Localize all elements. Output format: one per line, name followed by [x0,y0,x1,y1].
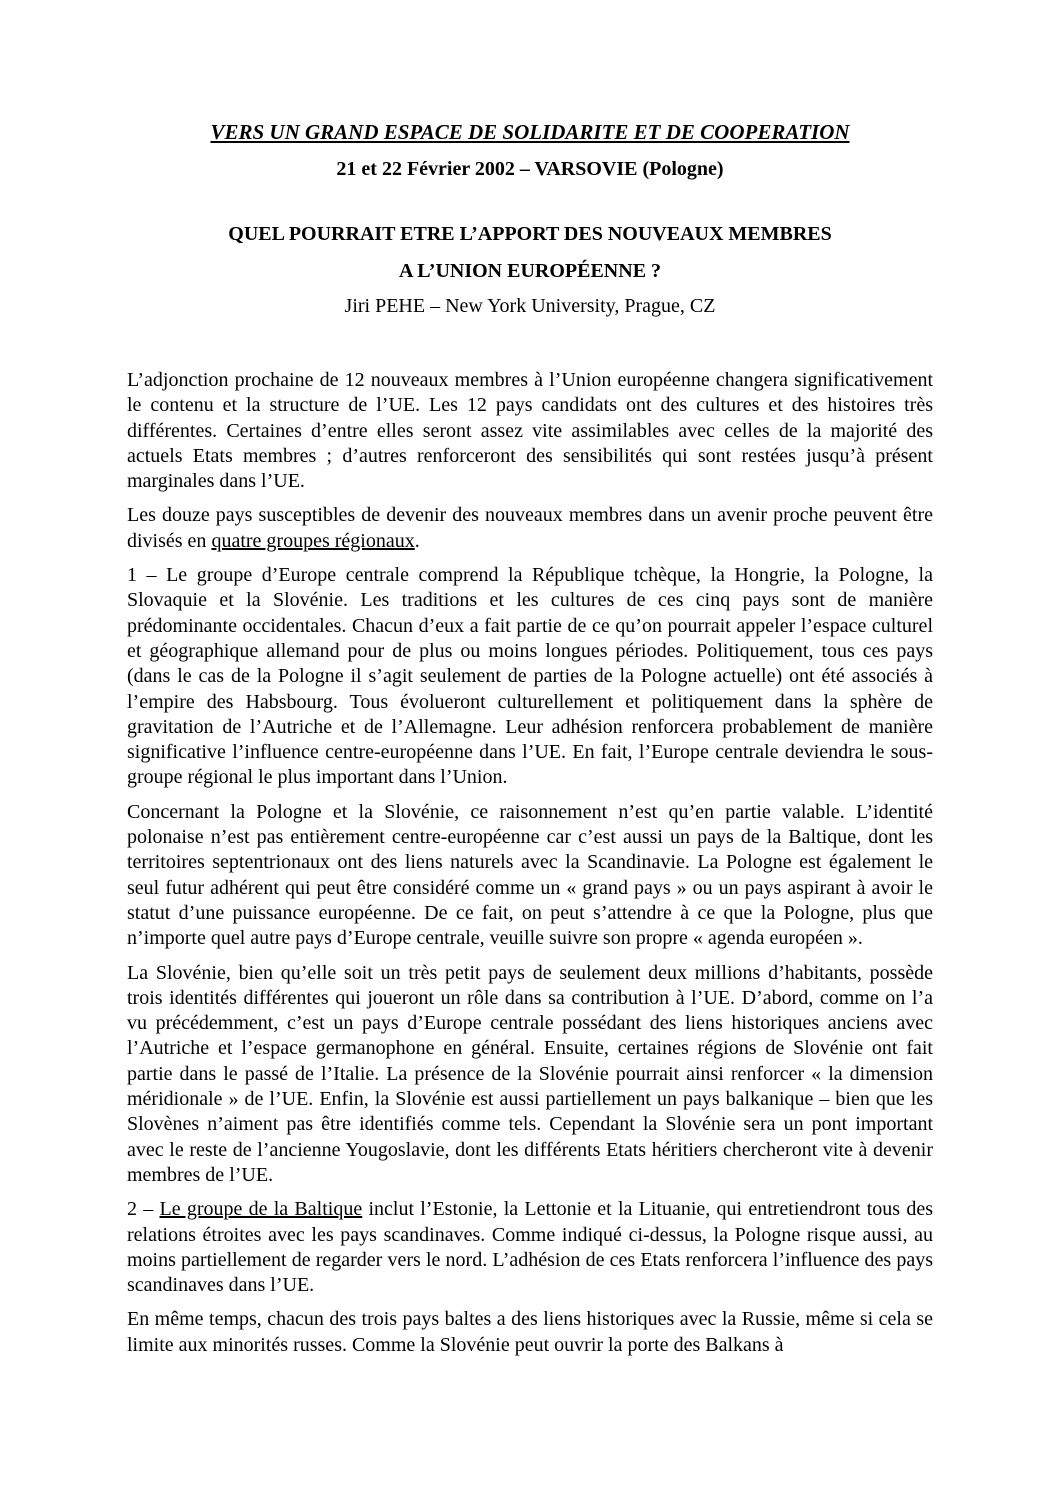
text-run: inclut l’Estonie, la Lettonie et la Lituanie, qui entretiendront tous des relations étroites avec les pays scandinaves. Comme indiqué ci-dessus, la Pologne risque aussi, au moins partiellement de regarder vers le nord. L’adhésion de ces Etats renforcera l’influence des pays scandinaves dans l’UE. [127,1198,933,1297]
underlined-text: quatre groupes régionaux [211,529,415,552]
paragraph [127,563,933,791]
paragraph [127,1197,933,1298]
paragraph [127,368,933,494]
document-content [127,120,933,1367]
underlined-text: Le groupe de la Baltique [159,1198,363,1221]
paragraph [127,1307,933,1358]
document-subtitle: 21 et 22 Février 2002 – VARSOVIE (Pologne) [336,158,724,180]
text-run: . [414,529,420,552]
document-heading-line1: QUEL POURRAIT ETRE L’APPORT DES NOUVEAUX MEMBRES [228,223,832,245]
text-run: L’adjonction prochaine de 12 nouveaux membres à l’Union européenne changera significativement le contenu et la structure de l’UE. Les 12 pays candidats ont des cultures et des histoires très différentes. Certaines d’entre elles seront assez vite assimilables avec celles de la majorité des actuels Etats membres ; d’autres renforceront des sensibilités qui sont restées jusqu’à présent marginales dans l’UE. [127,369,933,493]
paragraph [127,503,933,554]
text-run: La Slovénie, bien qu’elle soit un très petit pays de seulement deux millions d’habitants, possède trois identités différentes qui joueront un rôle dans sa contribution à l’UE. D’abord, comme on l’a vu précédemment, c’est un pays d’Europe centrale possédant des liens historiques anciens avec l’Autriche et l’espace germanophone en général. Ensuite, certaines régions de Slovénie ont fait partie dans le passé de l’Italie. La présence de la Slovénie pourrait ainsi renforcer « la dimension méridionale » de l’UE. Enfin, la Slovénie est aussi partiellement un pays balkanique – bien que les Slovènes n’aiment pas être identifiés comme tels. Cependant la Slovénie sera un pont important avec le reste de l’ancienne Yougoslavie, dont les différents Etats héritiers chercheront vite à devenir membres de l’UE. [127,961,933,1186]
text-run: Les douze pays susceptibles de devenir des nouveaux membres dans un avenir proche peuvent être divisés en [127,504,933,552]
text-run: En même temps, chacun des trois pays baltes a des liens historiques avec la Russie, même si cela se limite aux minorités russes. Comme la Slovénie peut ouvrir la porte des Balkans à [127,1308,933,1356]
paragraph [127,961,933,1189]
document-author: Jiri PEHE – New York University, Prague, CZ [344,295,716,317]
document-heading-line2: A L’UNION EUROPÉENNE ? [398,260,662,282]
document-title: VERS UN GRAND ESPACE DE SOLIDARITE ET DE COOPERATION [210,120,850,144]
text-run: 2 – [127,1198,160,1221]
text-run: 1 – Le groupe d’Europe centrale comprend la République tchèque, la Hongrie, la Pologne, la Slovaquie et la Slovénie. Les traditions et les cultures de ces cinq pays sont de manière prédominante occidentales. Chacun d’eux a fait partie de ce qu’on pourrait appeler l’espace culturel et géographique allemand pour de plus ou moins longues périodes. Politiquement, tous ces pays (dans le cas de la Pologne il s’agit seulement de parties de la Pologne actuelle) ont été associés à l’empire des Habsbourg. Tous évolueront culturellement et politiquement dans la sphère de gravitation de l’Autriche et de l’Allemagne. Leur adhésion renforcera probablement de manière significative l’influence centre-européenne dans l’UE. En fait, l’Europe centrale deviendra le sous-groupe régional le plus important dans l’Union. [127,564,933,789]
document-body [127,368,933,1358]
paragraph [127,800,933,952]
text-run: Concernant la Pologne et la Slovénie, ce raisonnement n’est qu’en partie valable. L’identité polonaise n’est pas entièrement centre-européenne car c’est aussi un pays de la Baltique, dont les territoires septentrionaux ont des liens naturels avec la Scandinavie. La Pologne est également le seul futur adhérent qui peut être considéré comme un « grand pays » ou un pays aspirant à avoir le statut d’une puissance européenne. De ce fait, on peut s’attendre à ce que la Pologne, plus que n’importe quel autre pays d’Europe centrale, veuille suivre son propre « agenda européen ». [127,800,933,950]
